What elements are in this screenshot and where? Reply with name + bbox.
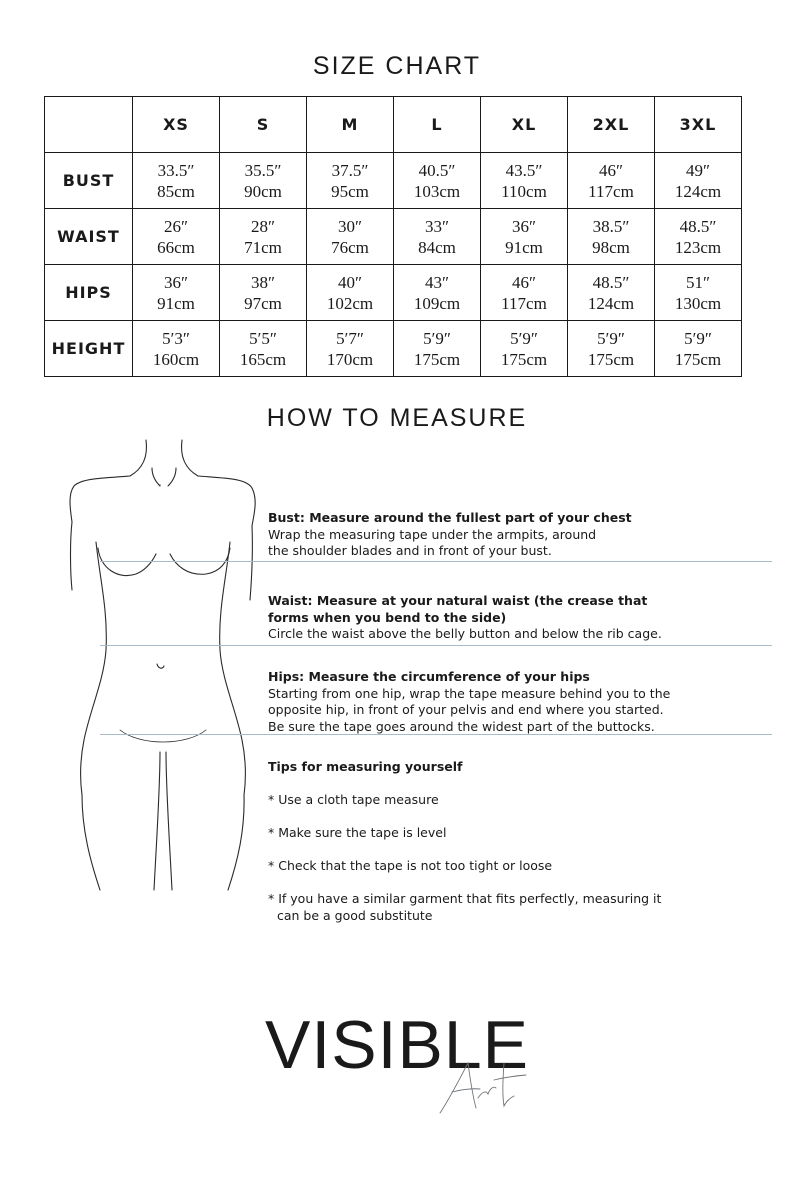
size-row-hips (45, 265, 742, 321)
waist-heading-line: forms when you bend to the side) (268, 609, 507, 625)
size-value-cell (568, 265, 655, 321)
cm-value: 165cm (239, 349, 287, 369)
body-outline-illustration (60, 430, 270, 900)
size-column-header: XL (481, 97, 568, 153)
size-column-header: M (307, 97, 394, 153)
size-value-cell (394, 265, 481, 321)
hips-text-line: Starting from one hip, wrap the tape measure behind you to the (268, 685, 671, 701)
size-value-cell (133, 321, 220, 377)
size-value-cell (568, 153, 655, 209)
tip-text: * Make sure the tape is level (268, 825, 447, 840)
inch-value: 40″ (337, 272, 363, 292)
waist-instructions (268, 593, 662, 643)
hips-text-line: opposite hip, in front of your pelvis and end where you started. (268, 702, 664, 717)
cm-value: 90cm (244, 181, 282, 201)
inch-value: 48.5″ (592, 272, 630, 292)
cm-value: 110cm (501, 181, 547, 201)
inch-value: 5′3″ (162, 328, 190, 348)
tip-text: * Check that the tape is not too tight or loose (268, 858, 553, 873)
tip-text: * Use a cloth tape measure (268, 792, 439, 807)
cm-value: 102cm (326, 293, 374, 313)
inch-value: 48.5″ (679, 216, 717, 236)
waist-heading-line: Waist: Measure at your natural waist (the crease that (268, 593, 648, 608)
size-value-cell (133, 209, 220, 265)
inch-value: 37.5″ (331, 160, 369, 180)
bust-text-line: Wrap the measuring tape under the armpits, around (268, 526, 597, 542)
collarbone-mark: · (158, 481, 162, 491)
size-value-cell (220, 321, 307, 377)
cm-value: 160cm (152, 349, 200, 369)
inch-value: 5′9″ (510, 328, 538, 348)
measurement-row-header: WAIST (45, 209, 133, 265)
inch-value: 33.5″ (157, 160, 195, 180)
cm-value: 84cm (418, 237, 456, 257)
cm-value: 175cm (587, 349, 635, 369)
tips-section (268, 759, 462, 776)
waist-guide-line (100, 645, 772, 646)
bust-heading: Bust: Measure around the fullest part of your chest (268, 510, 632, 525)
inch-value: 35.5″ (244, 160, 282, 180)
brand-logo-script (430, 1058, 540, 1118)
inch-value: 36″ (163, 272, 189, 292)
size-column-header: S (220, 97, 307, 153)
how-to-measure-title: HOW TO MEASURE (266, 404, 528, 432)
size-value-cell (481, 265, 568, 321)
size-value-cell (307, 265, 394, 321)
inch-value: 36″ (511, 216, 537, 236)
size-value-cell (307, 209, 394, 265)
inch-value: 38.5″ (592, 216, 630, 236)
inch-value: 33″ (424, 216, 450, 236)
inch-value: 43.5″ (505, 160, 543, 180)
size-row-waist (45, 209, 742, 265)
tips-heading: Tips for measuring yourself (268, 759, 463, 774)
cm-value: 117cm (501, 293, 547, 313)
size-column-header: 2XL (568, 97, 655, 153)
cm-value: 85cm (157, 181, 195, 201)
inch-value: 5′9″ (597, 328, 625, 348)
cm-value: 130cm (674, 293, 722, 313)
size-value-cell (655, 265, 742, 321)
size-value-cell (307, 153, 394, 209)
cm-value: 175cm (413, 349, 461, 369)
inch-value: 5′5″ (249, 328, 277, 348)
size-header-row (45, 97, 742, 153)
inch-value: 51″ (685, 272, 711, 292)
size-value-cell (394, 321, 481, 377)
bust-text-line: the shoulder blades and in front of your bust. (268, 543, 552, 558)
size-value-cell (220, 265, 307, 321)
cm-value: 109cm (413, 293, 461, 313)
tip-item (268, 792, 439, 809)
corner-cell (45, 97, 133, 153)
cm-value: 71cm (244, 237, 282, 257)
size-value-cell (655, 209, 742, 265)
inch-value: 38″ (250, 272, 276, 292)
cm-value: 91cm (505, 237, 543, 257)
inch-value: 49″ (685, 160, 711, 180)
measurement-row-header: HIPS (45, 265, 133, 321)
cm-value: 123cm (674, 237, 722, 257)
size-value-cell (481, 321, 568, 377)
cm-value: 97cm (244, 293, 282, 313)
inch-value: 5′7″ (336, 328, 364, 348)
cm-value: 91cm (157, 293, 195, 313)
size-value-cell (394, 209, 481, 265)
size-chart-table (44, 96, 742, 377)
cm-value: 98cm (592, 237, 630, 257)
waist-text-line: Circle the waist above the belly button and below the rib cage. (268, 626, 662, 641)
tip-item (268, 825, 446, 842)
hips-instructions (268, 669, 670, 735)
inch-value: 46″ (598, 160, 624, 180)
size-column-header: 3XL (655, 97, 742, 153)
size-value-cell (481, 153, 568, 209)
tip-text: can be a good substitute (277, 907, 433, 923)
size-value-cell (568, 209, 655, 265)
cm-value: 95cm (331, 181, 369, 201)
measurement-row-header: BUST (45, 153, 133, 209)
size-value-cell (220, 209, 307, 265)
size-value-cell (220, 153, 307, 209)
inch-value: 46″ (511, 272, 537, 292)
hips-heading: Hips: Measure the circumference of your hips (268, 669, 590, 684)
inch-value: 43″ (424, 272, 450, 292)
inch-value: 40.5″ (418, 160, 456, 180)
tip-item (268, 858, 552, 875)
size-row-bust (45, 153, 742, 209)
inch-value: 5′9″ (423, 328, 451, 348)
cm-value: 175cm (674, 349, 722, 369)
cm-value: 66cm (157, 237, 195, 257)
hips-text-line: Be sure the tape goes around the widest part of the buttocks. (268, 718, 655, 734)
cm-value: 103cm (413, 181, 461, 201)
brand-logo-wordmark: VISIBLE (264, 1007, 530, 1083)
size-value-cell (394, 153, 481, 209)
measurement-row-header: HEIGHT (45, 321, 133, 377)
tip-text: * If you have a similar garment that fits perfectly, measuring it (268, 891, 662, 906)
size-value-cell (307, 321, 394, 377)
inch-value: 5′9″ (684, 328, 712, 348)
size-row-height (45, 321, 742, 377)
size-value-cell (655, 321, 742, 377)
tip-item (268, 891, 661, 924)
size-value-cell (133, 265, 220, 321)
bust-instructions (268, 510, 632, 560)
cm-value: 124cm (587, 293, 635, 313)
size-value-cell (481, 209, 568, 265)
cm-value: 175cm (500, 349, 548, 369)
size-column-header: XS (133, 97, 220, 153)
cm-value: 170cm (326, 349, 374, 369)
cm-value: 76cm (331, 237, 369, 257)
inch-value: 28″ (250, 216, 276, 236)
bust-guide-line (100, 561, 772, 562)
cm-value: 117cm (588, 181, 634, 201)
inch-value: 26″ (163, 216, 189, 236)
size-value-cell (655, 153, 742, 209)
cm-value: 124cm (674, 181, 722, 201)
size-value-cell (133, 153, 220, 209)
size-column-header: L (394, 97, 481, 153)
size-chart-title: SIZE CHART (312, 52, 482, 80)
inch-value: 30″ (337, 216, 363, 236)
size-value-cell (568, 321, 655, 377)
